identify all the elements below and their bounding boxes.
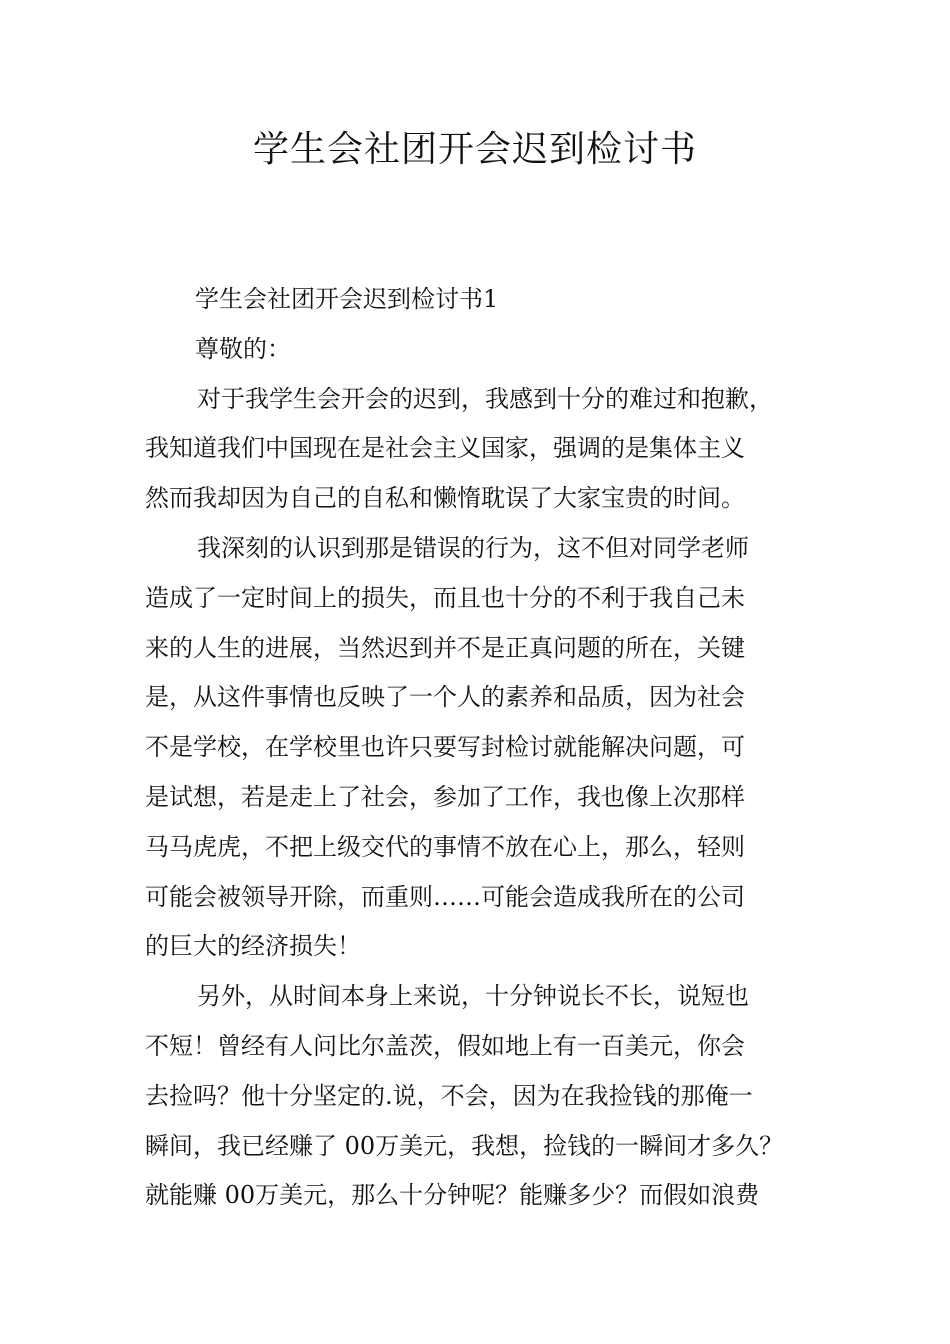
- paragraph-line: 是试想，若是走上了社会，参加了工作，我也像上次那样: [145, 782, 745, 811]
- document-title: 学生会社团开会迟到检讨书: [252, 129, 697, 170]
- paragraph-line: 然而我却因为自己的自私和懒惰耽误了大家宝贵的时间。: [145, 484, 745, 513]
- paragraph-line: 瞬间，我已经赚了 00万美元，我想，捡钱的一瞬间才多久？: [145, 1131, 784, 1160]
- section-heading: 学生会社团开会迟到检讨书1: [195, 285, 499, 313]
- paragraph-line: 就能赚 00万美元，那么十分钟呢？能赚多少？而假如浪费: [145, 1181, 760, 1210]
- paragraph-line: 可能会被领导开除，而重则……可能会造成我所在的公司: [145, 882, 745, 911]
- paragraph-line: 另外，从时间本身上来说，十分钟说长不长，说短也: [197, 982, 749, 1011]
- paragraph-line: 造成了一定时间上的损失，而且也十分的不利于我自己未: [145, 583, 745, 612]
- salutation: 尊敬的：: [195, 334, 291, 363]
- paragraph-line: 是，从这件事情也反映了一个人的素养和品质，因为社会: [145, 683, 745, 712]
- paragraph-line: 来的人生的进展，当然迟到并不是正真问题的所在，关键: [145, 633, 745, 662]
- paragraph-line: 去捡吗？他十分坚定的.说，不会，因为在我捡钱的那俺一: [145, 1081, 753, 1110]
- paragraph-line: 不是学校，在学校里也许只要写封检讨就能解决问题，可: [145, 733, 745, 762]
- paragraph-line: 我深刻的认识到那是错误的行为，这不但对同学老师: [197, 533, 749, 562]
- paragraph-line: 的巨大的经济损失！: [145, 932, 361, 961]
- paragraph-line: 对于我学生会开会的迟到，我感到十分的难过和抱歉，: [197, 384, 773, 413]
- paragraph-line: 不短！曾经有人问比尔盖茨，假如地上有一百美元，你会: [145, 1031, 745, 1060]
- paragraph-line: 马马虎虎，不把上级交代的事情不放在心上，那么，轻则: [145, 832, 745, 861]
- paragraph-line: 我知道我们中国现在是社会主义国家，强调的是集体主义: [145, 434, 745, 463]
- document-body: [145, 275, 810, 1221]
